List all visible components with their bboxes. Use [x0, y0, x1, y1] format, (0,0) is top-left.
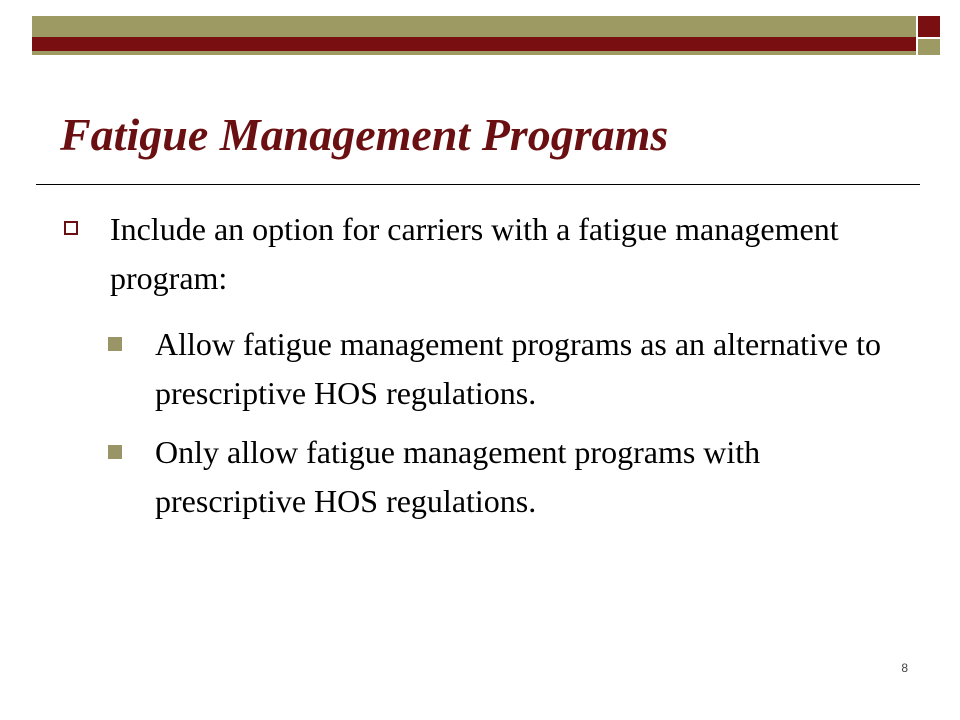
filled-square-bullet-icon — [108, 337, 122, 351]
slide-title: Fatigue Management Programs — [60, 109, 669, 160]
corner-maroon-square — [918, 16, 940, 37]
hollow-square-bullet-icon — [64, 221, 78, 235]
header-olive-bar — [32, 16, 916, 37]
page-number: 8 — [901, 661, 908, 675]
bullet-text: Include an option for carriers with a fatigue management program: — [110, 211, 839, 296]
sub-bullet-text: Allow fatigue management programs as an alternative to prescriptive HOS regulations. — [155, 326, 881, 411]
title-divider — [36, 184, 920, 185]
sub-bullet-text: Only allow fatigue management programs with prescriptive HOS regulations. — [155, 434, 761, 519]
header-maroon-bar — [32, 37, 916, 51]
corner-olive-square — [918, 39, 940, 55]
header-olive-strip — [32, 51, 916, 55]
filled-square-bullet-icon — [108, 445, 122, 459]
